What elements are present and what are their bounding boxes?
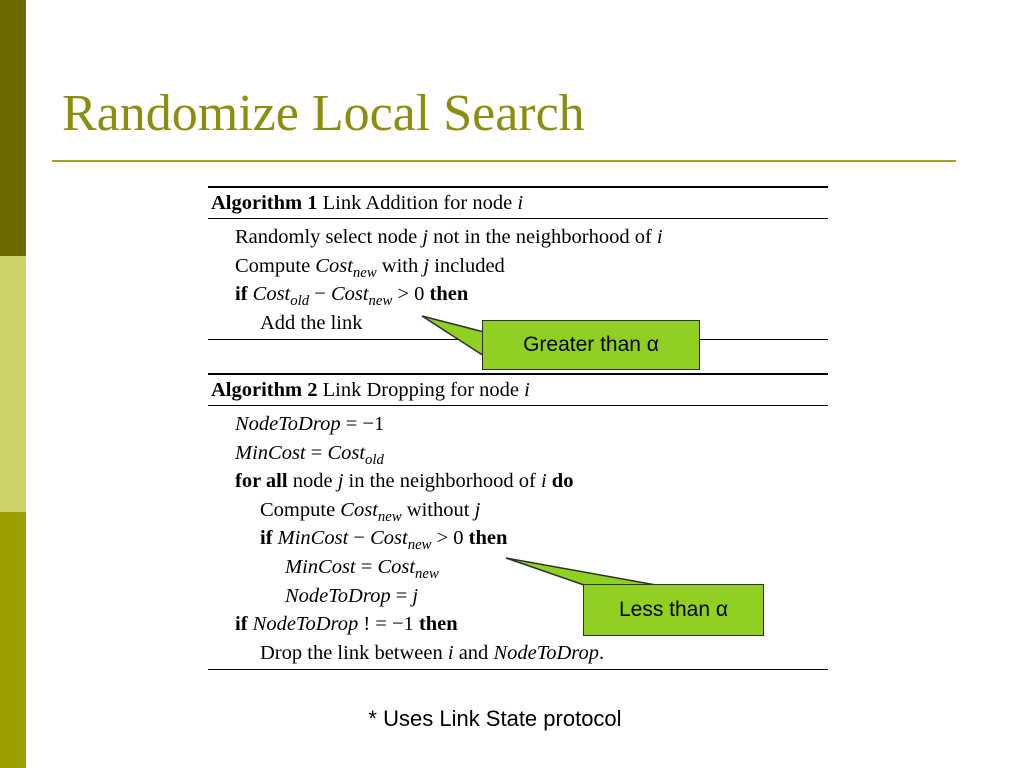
algo1-l2-var-j: j — [423, 254, 430, 277]
algo2-header — [208, 375, 828, 406]
algo2-l7-var-j: j — [412, 584, 419, 607]
algo1-l2-text-a: Compute — [235, 254, 316, 277]
algo2-l4-text-b: without — [401, 498, 475, 521]
algo2-l3-kw-for: for all — [235, 470, 288, 493]
algo2-line-9 — [208, 639, 828, 668]
algo2-l9-var-i: i — [447, 641, 454, 664]
algo1-l3-sub-new: new — [368, 293, 393, 310]
algo2-l6-eq: = — [355, 555, 378, 578]
algo2-l3-var-i: i — [540, 470, 547, 493]
algo1-l3-kw-then: then — [429, 283, 469, 306]
algo1-l3-minus: − — [309, 283, 331, 306]
algo1-line-1 — [208, 223, 828, 252]
algo2-l4-cost: Cost — [340, 498, 378, 521]
algo2-l9-text-b: and — [453, 641, 494, 664]
algo2-l5-sub: new — [407, 537, 432, 554]
algo1-caption: Link Addition for node — [322, 192, 513, 214]
algo2-l7-eq: = — [390, 584, 413, 607]
algo2-l8-var: NodeToDrop — [247, 613, 359, 636]
algo2-l5-rel: > 0 — [431, 527, 469, 550]
algo1-node-var: i — [517, 192, 524, 214]
algo2-line-6 — [208, 553, 828, 582]
algo2-l8-rel: ! = −1 — [358, 613, 419, 636]
algo2-caption: Link Dropping for node — [322, 379, 520, 401]
algo1-l2-text-b: with — [376, 254, 424, 277]
algo2-l4-var-j: j — [474, 498, 481, 521]
algo2-line-5 — [208, 524, 828, 553]
algo2-l5-var: MinCost — [272, 527, 349, 550]
title-divider — [52, 160, 956, 162]
algo2-l5-minus: − — [348, 527, 371, 550]
algo2-label: Algorithm 2 — [211, 379, 318, 401]
algo2-node-var: i — [524, 379, 530, 401]
less-than-alpha-callout: Less than α — [583, 584, 764, 636]
algo1-l1-var-i: i — [656, 226, 663, 248]
algo2-l1-rhs: = −1 — [340, 413, 385, 435]
algo1-l3-kw-if: if — [235, 283, 248, 306]
algo1-l2-cost: Cost — [315, 254, 353, 277]
algo1-l1-text-b: not in the neighborhood of — [428, 226, 657, 248]
algo2-l8-kw-if: if — [235, 613, 248, 636]
algo2-line-2 — [208, 439, 828, 468]
algo2-l3-text-b: in the neighborhood of — [343, 470, 541, 493]
algo2-l3-kw-do: do — [546, 470, 574, 493]
algo2-l4-text-a: Compute — [260, 498, 341, 521]
algo1-l2-sub: new — [352, 264, 377, 281]
algo2-l6-var: MinCost — [285, 555, 356, 578]
algo2-l7-var: NodeToDrop — [285, 584, 391, 607]
algo1-l3-rel: > 0 — [392, 283, 430, 306]
algo2-l2-var: MinCost — [235, 441, 306, 464]
footnote: * Uses Link State protocol — [368, 706, 622, 731]
algo2-l5-kw-then: then — [468, 527, 508, 550]
algo2-line-1 — [208, 410, 828, 439]
algo2-line-3 — [208, 467, 828, 496]
algo1-l3-cost-a: Cost — [252, 283, 291, 306]
algo1-l1-text-a: Randomly select node — [235, 226, 423, 248]
algo2-l6-sub: new — [415, 566, 439, 583]
greater-than-alpha-callout: Greater than α — [482, 320, 700, 370]
algo1-l1-var-j: j — [422, 226, 429, 248]
slide-title: Randomize Local Search — [62, 85, 585, 142]
algorithm-1 — [208, 186, 828, 340]
algo2-l4-sub: new — [377, 508, 402, 525]
algo2-l3-text-a: node — [287, 470, 338, 493]
algo2-l1-var: NodeToDrop — [235, 413, 341, 435]
algo2-l2-cost: Cost — [327, 441, 366, 464]
algo1-line-2 — [208, 252, 828, 281]
algo2-l3-var-j: j — [337, 470, 344, 493]
algo2-l5-kw-if: if — [260, 527, 273, 550]
algo1-l3-sub-old: old — [290, 293, 310, 310]
algo1-header — [208, 188, 828, 219]
algo1-label: Algorithm 1 — [211, 192, 318, 214]
algo2-line-4 — [208, 496, 828, 525]
algo2-l5-cost: Cost — [370, 527, 408, 550]
sidebar-band-dark — [0, 0, 26, 256]
algo1-l4-text: Add the link — [260, 311, 363, 334]
slide-sidebar — [0, 0, 26, 768]
algo2-l2-sub: old — [365, 451, 384, 468]
algo1-l3-cost-b: Cost — [330, 283, 369, 306]
algo2-bottom-rule — [208, 669, 828, 670]
sidebar-band-light — [0, 256, 26, 512]
algo1-l2-text-c: included — [429, 254, 505, 277]
algo2-l8-kw-then: then — [418, 613, 458, 636]
algo1-line-3 — [208, 280, 828, 309]
algo2-l2-eq: = — [305, 441, 328, 464]
algo2-l9-text-a: Drop the link between — [260, 641, 448, 664]
algo2-l6-cost: Cost — [377, 555, 416, 578]
algo2-l9-var: NodeToDrop — [493, 641, 600, 664]
algo2-l9-end: . — [599, 641, 605, 664]
